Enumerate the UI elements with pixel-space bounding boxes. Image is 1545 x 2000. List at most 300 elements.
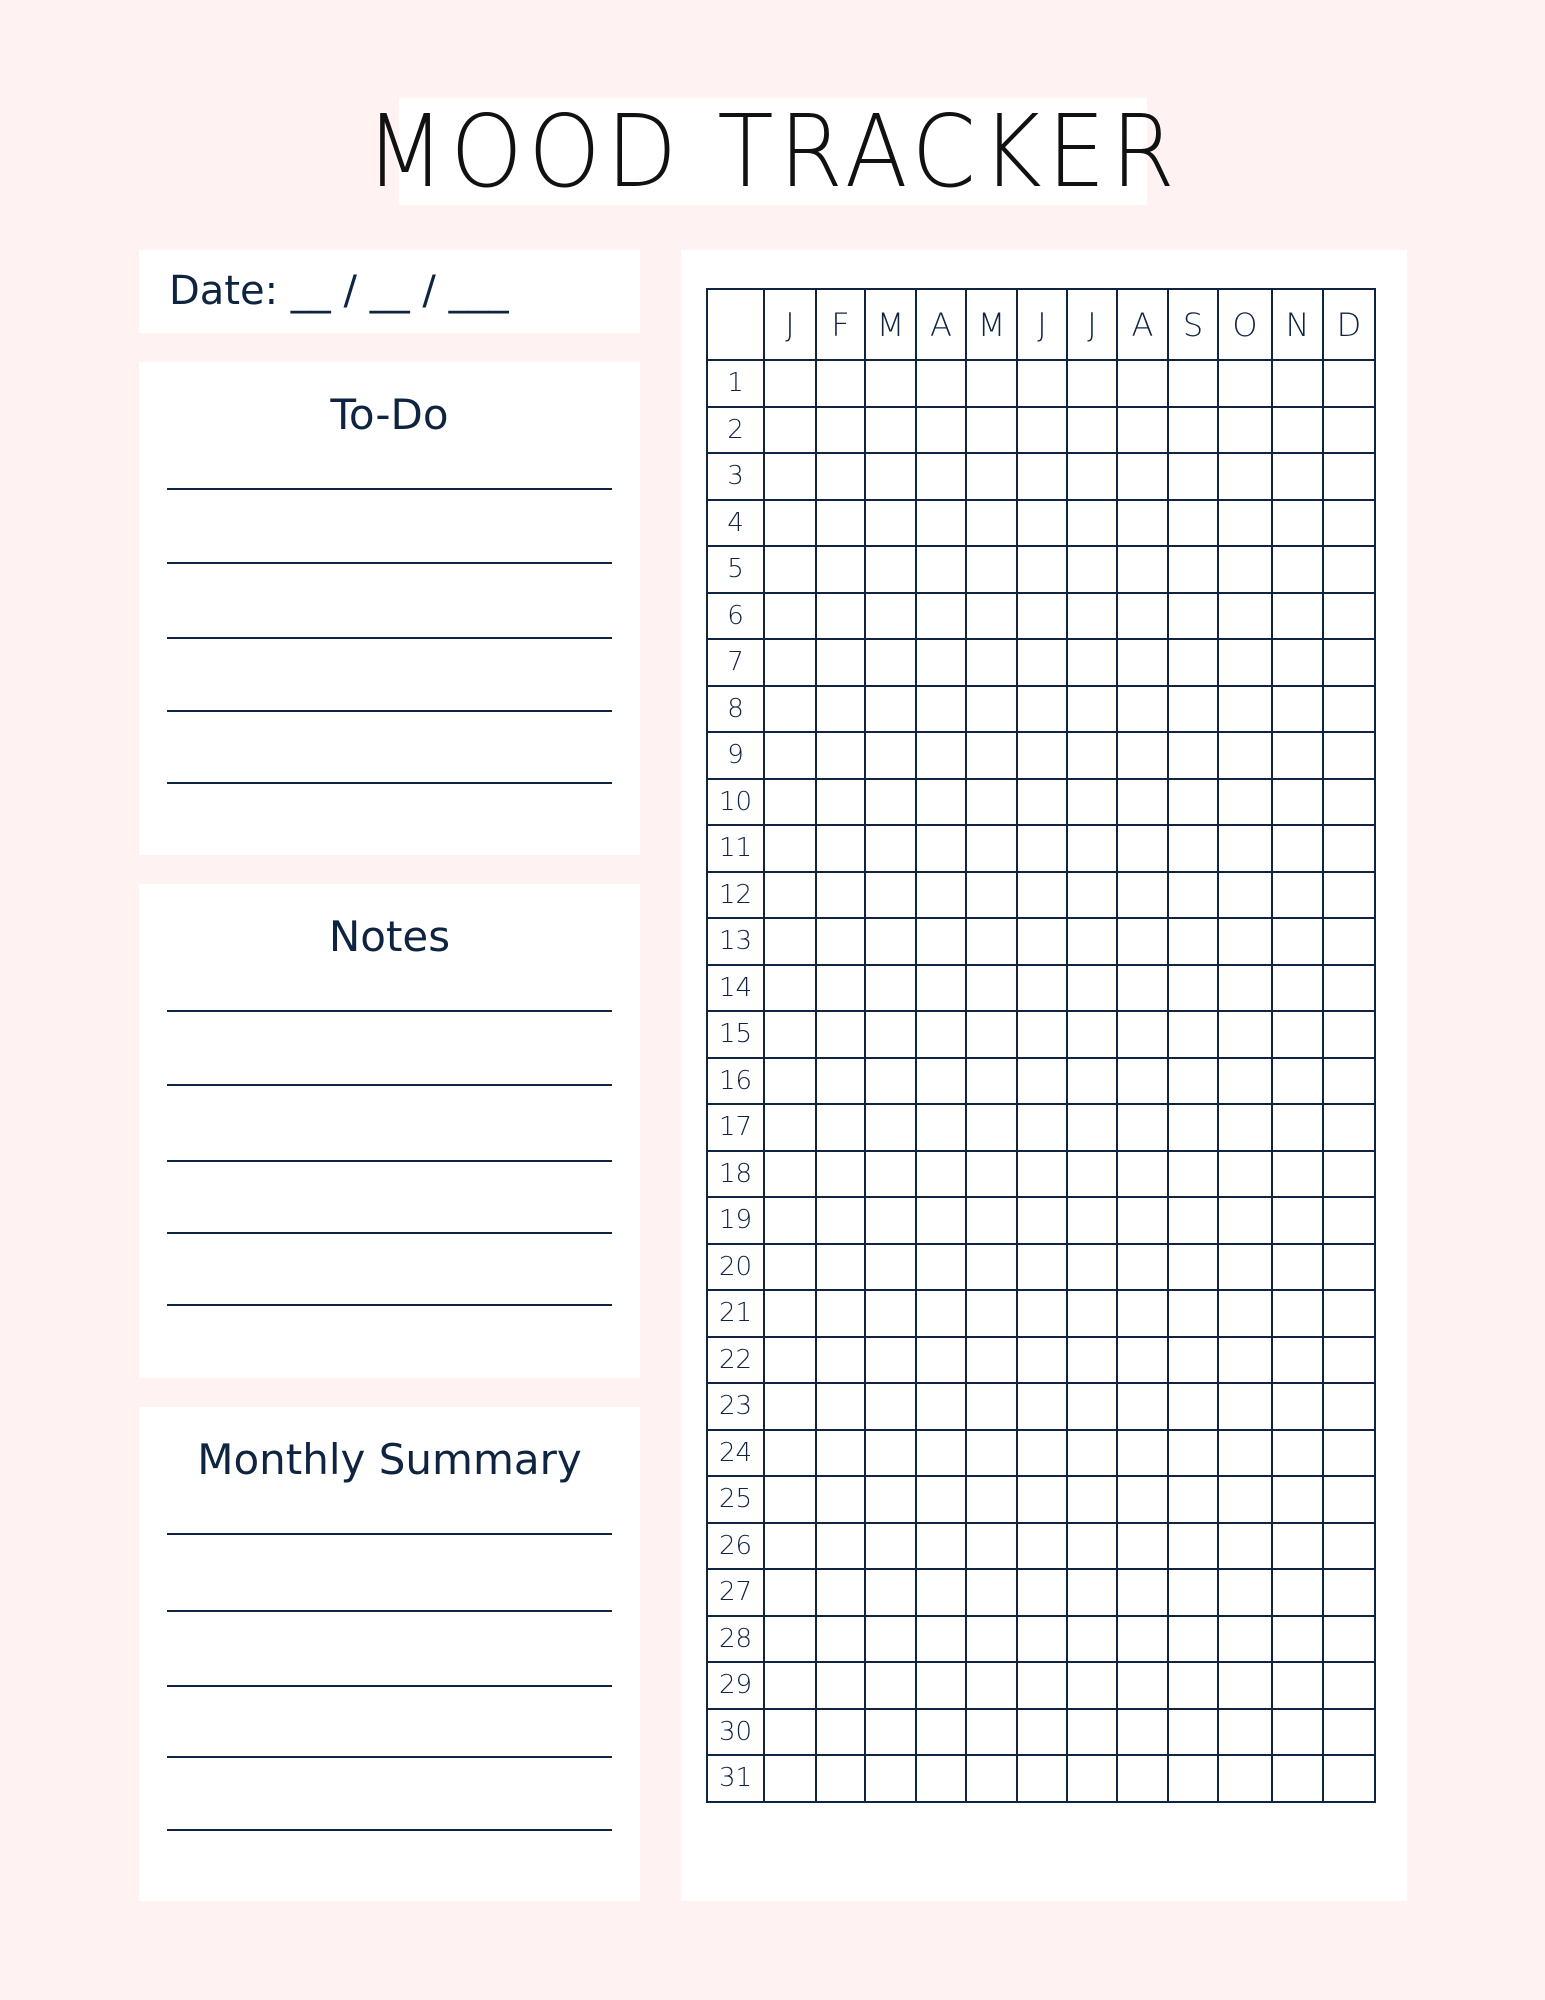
mood-cell[interactable] [764,825,816,872]
mood-cell[interactable] [916,453,966,500]
mood-cell[interactable] [1117,407,1168,454]
mood-cell[interactable] [764,965,816,1012]
mood-cell[interactable] [1168,1755,1218,1802]
mood-cell[interactable] [966,872,1017,919]
mood-cell[interactable] [916,1104,966,1151]
mood-cell[interactable] [1218,1011,1272,1058]
mood-cell[interactable] [1067,1058,1117,1105]
mood-cell[interactable] [1323,1755,1375,1802]
mood-cell[interactable] [916,1011,966,1058]
mood-cell[interactable] [1017,918,1067,965]
mood-cell[interactable] [865,1383,916,1430]
mood-cell[interactable] [916,639,966,686]
mood-cell[interactable] [1017,1244,1067,1291]
mood-cell[interactable] [966,1244,1017,1291]
mood-cell[interactable] [1218,825,1272,872]
mood-cell[interactable] [1272,965,1323,1012]
mood-cell[interactable] [916,546,966,593]
mood-cell[interactable] [1323,407,1375,454]
mood-cell[interactable] [1067,407,1117,454]
mood-cell[interactable] [1117,360,1168,407]
mood-cell[interactable] [865,1337,916,1384]
mood-cell[interactable] [816,1058,865,1105]
mood-cell[interactable] [1272,1755,1323,1802]
mood-cell[interactable] [1168,1430,1218,1477]
mood-cell[interactable] [966,1755,1017,1802]
mood-cell[interactable] [1117,965,1168,1012]
mood-cell[interactable] [764,732,816,779]
mood-cell[interactable] [916,1523,966,1570]
todo-line[interactable] [167,562,612,564]
mood-cell[interactable] [865,1058,916,1105]
mood-cell[interactable] [1323,1662,1375,1709]
mood-cell[interactable] [764,500,816,547]
mood-cell[interactable] [1272,1197,1323,1244]
mood-cell[interactable] [865,1104,916,1151]
mood-cell[interactable] [1272,1662,1323,1709]
mood-cell[interactable] [1067,1430,1117,1477]
mood-cell[interactable] [1218,407,1272,454]
mood-cell[interactable] [1117,1476,1168,1523]
mood-cell[interactable] [1067,1290,1117,1337]
mood-cell[interactable] [1323,1337,1375,1384]
mood-cell[interactable] [1323,1151,1375,1198]
mood-cell[interactable] [1218,779,1272,826]
mood-cell[interactable] [1117,639,1168,686]
mood-cell[interactable] [916,779,966,826]
mood-cell[interactable] [1323,1290,1375,1337]
mood-cell[interactable] [1218,360,1272,407]
mood-cell[interactable] [865,779,916,826]
mood-cell[interactable] [1168,732,1218,779]
mood-cell[interactable] [916,360,966,407]
mood-cell[interactable] [1117,1011,1168,1058]
mood-cell[interactable] [865,360,916,407]
mood-cell[interactable] [1218,1523,1272,1570]
mood-cell[interactable] [764,1011,816,1058]
mood-cell[interactable] [816,1197,865,1244]
mood-cell[interactable] [1218,1662,1272,1709]
mood-cell[interactable] [1117,918,1168,965]
mood-cell[interactable] [1067,453,1117,500]
mood-cell[interactable] [865,1569,916,1616]
mood-cell[interactable] [865,825,916,872]
mood-cell[interactable] [1168,1476,1218,1523]
mood-cell[interactable] [1017,1197,1067,1244]
mood-cell[interactable] [764,360,816,407]
mood-cell[interactable] [966,1011,1017,1058]
mood-cell[interactable] [764,1430,816,1477]
mood-cell[interactable] [865,407,916,454]
mood-cell[interactable] [1117,1569,1168,1616]
mood-cell[interactable] [1218,1337,1272,1384]
mood-cell[interactable] [966,1337,1017,1384]
mood-cell[interactable] [966,686,1017,733]
mood-cell[interactable] [1017,965,1067,1012]
mood-cell[interactable] [1067,1011,1117,1058]
mood-cell[interactable] [764,779,816,826]
mood-cell[interactable] [1117,779,1168,826]
mood-cell[interactable] [1117,1616,1168,1663]
mood-cell[interactable] [816,1662,865,1709]
mood-cell[interactable] [916,1058,966,1105]
mood-cell[interactable] [1017,593,1067,640]
mood-cell[interactable] [1067,732,1117,779]
notes-line[interactable] [167,1160,612,1162]
mood-cell[interactable] [1067,1569,1117,1616]
mood-cell[interactable] [1168,1011,1218,1058]
mood-cell[interactable] [816,732,865,779]
mood-cell[interactable] [1168,1244,1218,1291]
mood-cell[interactable] [916,825,966,872]
mood-cell[interactable] [1017,825,1067,872]
mood-cell[interactable] [816,1011,865,1058]
mood-cell[interactable] [1017,1523,1067,1570]
mood-cell[interactable] [1323,360,1375,407]
mood-cell[interactable] [1168,1709,1218,1756]
mood-cell[interactable] [1272,1476,1323,1523]
mood-cell[interactable] [865,546,916,593]
mood-cell[interactable] [916,1197,966,1244]
mood-cell[interactable] [1067,1244,1117,1291]
mood-cell[interactable] [1168,872,1218,919]
mood-cell[interactable] [966,1523,1017,1570]
mood-cell[interactable] [1168,1616,1218,1663]
mood-cell[interactable] [1272,1104,1323,1151]
mood-cell[interactable] [1117,1058,1168,1105]
mood-cell[interactable] [1168,1662,1218,1709]
mood-cell[interactable] [1067,1709,1117,1756]
mood-cell[interactable] [1168,453,1218,500]
mood-cell[interactable] [865,732,916,779]
mood-cell[interactable] [1117,1430,1168,1477]
mood-cell[interactable] [1017,1011,1067,1058]
mood-cell[interactable] [1323,1244,1375,1291]
mood-cell[interactable] [916,1383,966,1430]
mood-cell[interactable] [764,1662,816,1709]
mood-cell[interactable] [1017,1662,1067,1709]
mood-cell[interactable] [764,639,816,686]
mood-cell[interactable] [1272,1290,1323,1337]
mood-cell[interactable] [1218,1104,1272,1151]
mood-cell[interactable] [1218,1616,1272,1663]
mood-cell[interactable] [816,593,865,640]
mood-cell[interactable] [916,1569,966,1616]
mood-cell[interactable] [1117,1709,1168,1756]
mood-cell[interactable] [816,453,865,500]
mood-cell[interactable] [1017,360,1067,407]
mood-cell[interactable] [1218,593,1272,640]
mood-cell[interactable] [966,1058,1017,1105]
mood-cell[interactable] [1168,1058,1218,1105]
mood-cell[interactable] [816,1104,865,1151]
mood-cell[interactable] [865,686,916,733]
mood-cell[interactable] [1323,593,1375,640]
mood-cell[interactable] [1117,1151,1168,1198]
mood-cell[interactable] [764,1104,816,1151]
mood-cell[interactable] [865,1197,916,1244]
mood-cell[interactable] [1017,639,1067,686]
mood-cell[interactable] [966,453,1017,500]
mood-cell[interactable] [1067,639,1117,686]
mood-cell[interactable] [1117,453,1168,500]
mood-cell[interactable] [1067,1755,1117,1802]
mood-cell[interactable] [865,1011,916,1058]
mood-cell[interactable] [1323,779,1375,826]
mood-cell[interactable] [1017,1476,1067,1523]
mood-cell[interactable] [1067,779,1117,826]
mood-cell[interactable] [1067,1662,1117,1709]
mood-cell[interactable] [916,1430,966,1477]
mood-cell[interactable] [1017,1104,1067,1151]
mood-cell[interactable] [1168,407,1218,454]
mood-cell[interactable] [916,593,966,640]
mood-cell[interactable] [916,1709,966,1756]
mood-cell[interactable] [1218,1383,1272,1430]
mood-cell[interactable] [1272,453,1323,500]
mood-cell[interactable] [865,593,916,640]
mood-cell[interactable] [816,1430,865,1477]
mood-cell[interactable] [1067,965,1117,1012]
mood-cell[interactable] [764,918,816,965]
mood-cell[interactable] [865,1430,916,1477]
mood-cell[interactable] [865,1244,916,1291]
mood-cell[interactable] [1017,1058,1067,1105]
mood-cell[interactable] [1117,593,1168,640]
mood-cell[interactable] [764,686,816,733]
mood-cell[interactable] [1168,639,1218,686]
mood-cell[interactable] [966,1569,1017,1616]
mood-cell[interactable] [1272,1058,1323,1105]
mood-cell[interactable] [1323,546,1375,593]
mood-cell[interactable] [1323,965,1375,1012]
mood-cell[interactable] [764,1151,816,1198]
mood-cell[interactable] [1218,1058,1272,1105]
mood-cell[interactable] [916,1244,966,1291]
todo-line[interactable] [167,488,612,490]
notes-line[interactable] [167,1084,612,1086]
mood-cell[interactable] [916,732,966,779]
mood-cell[interactable] [1017,686,1067,733]
mood-cell[interactable] [1218,1476,1272,1523]
mood-cell[interactable] [1218,1569,1272,1616]
mood-cell[interactable] [966,360,1017,407]
mood-cell[interactable] [966,1616,1017,1663]
mood-cell[interactable] [1272,686,1323,733]
mood-cell[interactable] [916,1290,966,1337]
mood-cell[interactable] [816,1151,865,1198]
todo-line[interactable] [167,710,612,712]
mood-cell[interactable] [1323,639,1375,686]
mood-cell[interactable] [1168,1151,1218,1198]
mood-cell[interactable] [1218,965,1272,1012]
mood-cell[interactable] [916,500,966,547]
mood-cell[interactable] [1272,1523,1323,1570]
mood-cell[interactable] [816,1383,865,1430]
date-field[interactable]: Date: __ / __ / ___ [169,268,509,314]
mood-cell[interactable] [1272,593,1323,640]
mood-cell[interactable] [816,407,865,454]
mood-cell[interactable] [1272,407,1323,454]
notes-line[interactable] [167,1232,612,1234]
mood-cell[interactable] [1168,1337,1218,1384]
mood-cell[interactable] [816,965,865,1012]
todo-line[interactable] [167,782,612,784]
mood-cell[interactable] [865,639,916,686]
mood-cell[interactable] [1323,1523,1375,1570]
mood-cell[interactable] [916,686,966,733]
mood-cell[interactable] [1272,1244,1323,1291]
mood-cell[interactable] [1272,546,1323,593]
mood-cell[interactable] [1168,1104,1218,1151]
mood-cell[interactable] [764,1523,816,1570]
mood-cell[interactable] [966,639,1017,686]
mood-cell[interactable] [966,1151,1017,1198]
mood-cell[interactable] [865,1151,916,1198]
todo-line[interactable] [167,637,612,639]
summary-line[interactable] [167,1685,612,1687]
mood-cell[interactable] [1067,360,1117,407]
mood-cell[interactable] [865,453,916,500]
mood-cell[interactable] [1117,1523,1168,1570]
mood-cell[interactable] [764,1476,816,1523]
mood-cell[interactable] [764,1058,816,1105]
mood-cell[interactable] [1168,360,1218,407]
mood-cell[interactable] [1017,1709,1067,1756]
summary-line[interactable] [167,1756,612,1758]
mood-cell[interactable] [1067,1151,1117,1198]
mood-cell[interactable] [1218,872,1272,919]
mood-cell[interactable] [816,1616,865,1663]
mood-cell[interactable] [1168,1569,1218,1616]
mood-cell[interactable] [966,593,1017,640]
mood-cell[interactable] [1117,1662,1168,1709]
mood-cell[interactable] [1017,1290,1067,1337]
notes-line[interactable] [167,1304,612,1306]
mood-cell[interactable] [1117,825,1168,872]
mood-cell[interactable] [865,1523,916,1570]
mood-cell[interactable] [764,1383,816,1430]
mood-cell[interactable] [1168,965,1218,1012]
mood-cell[interactable] [1168,918,1218,965]
mood-cell[interactable] [1272,360,1323,407]
mood-cell[interactable] [1168,1383,1218,1430]
mood-cell[interactable] [764,1569,816,1616]
mood-cell[interactable] [816,1244,865,1291]
mood-cell[interactable] [1272,1709,1323,1756]
mood-cell[interactable] [1272,779,1323,826]
mood-cell[interactable] [966,732,1017,779]
mood-cell[interactable] [816,779,865,826]
mood-cell[interactable] [865,872,916,919]
mood-cell[interactable] [865,500,916,547]
mood-cell[interactable] [1323,1011,1375,1058]
mood-cell[interactable] [816,872,865,919]
mood-cell[interactable] [865,1709,916,1756]
mood-cell[interactable] [1017,1616,1067,1663]
mood-cell[interactable] [1067,1476,1117,1523]
mood-cell[interactable] [1323,1058,1375,1105]
mood-cell[interactable] [865,1662,916,1709]
mood-cell[interactable] [1017,1569,1067,1616]
mood-cell[interactable] [916,407,966,454]
mood-cell[interactable] [1017,732,1067,779]
mood-cell[interactable] [816,360,865,407]
mood-cell[interactable] [816,1476,865,1523]
mood-cell[interactable] [1067,1523,1117,1570]
mood-cell[interactable] [816,1337,865,1384]
mood-cell[interactable] [816,825,865,872]
mood-cell[interactable] [1017,1337,1067,1384]
mood-cell[interactable] [1017,546,1067,593]
mood-cell[interactable] [1323,453,1375,500]
mood-cell[interactable] [1168,500,1218,547]
mood-cell[interactable] [1323,1476,1375,1523]
mood-cell[interactable] [1168,1523,1218,1570]
mood-cell[interactable] [966,918,1017,965]
mood-cell[interactable] [1017,500,1067,547]
mood-cell[interactable] [816,1709,865,1756]
mood-cell[interactable] [1218,453,1272,500]
mood-cell[interactable] [1218,1151,1272,1198]
mood-cell[interactable] [1272,639,1323,686]
mood-cell[interactable] [1272,1383,1323,1430]
mood-cell[interactable] [764,1616,816,1663]
mood-cell[interactable] [916,872,966,919]
mood-cell[interactable] [1272,500,1323,547]
mood-cell[interactable] [966,965,1017,1012]
mood-cell[interactable] [816,686,865,733]
mood-cell[interactable] [1218,639,1272,686]
mood-cell[interactable] [1117,1755,1168,1802]
mood-cell[interactable] [764,1244,816,1291]
mood-cell[interactable] [1117,500,1168,547]
mood-cell[interactable] [1218,918,1272,965]
mood-cell[interactable] [916,1755,966,1802]
summary-line[interactable] [167,1829,612,1831]
mood-cell[interactable] [1067,872,1117,919]
mood-cell[interactable] [1218,1244,1272,1291]
mood-cell[interactable] [966,1290,1017,1337]
mood-cell[interactable] [1272,1616,1323,1663]
mood-cell[interactable] [966,500,1017,547]
mood-cell[interactable] [966,825,1017,872]
mood-cell[interactable] [1168,825,1218,872]
mood-cell[interactable] [1272,918,1323,965]
mood-cell[interactable] [1323,732,1375,779]
mood-cell[interactable] [816,1290,865,1337]
mood-cell[interactable] [1067,1383,1117,1430]
mood-cell[interactable] [1323,918,1375,965]
mood-cell[interactable] [916,1616,966,1663]
mood-cell[interactable] [764,546,816,593]
mood-cell[interactable] [1017,407,1067,454]
mood-cell[interactable] [1272,732,1323,779]
summary-line[interactable] [167,1533,612,1535]
mood-cell[interactable] [865,918,916,965]
mood-cell[interactable] [1117,546,1168,593]
notes-line[interactable] [167,1010,612,1012]
mood-cell[interactable] [1168,593,1218,640]
mood-cell[interactable] [1117,1244,1168,1291]
mood-cell[interactable] [1323,872,1375,919]
mood-cell[interactable] [966,546,1017,593]
mood-cell[interactable] [1218,1430,1272,1477]
mood-cell[interactable] [1017,1383,1067,1430]
mood-cell[interactable] [1067,500,1117,547]
mood-cell[interactable] [966,1662,1017,1709]
mood-cell[interactable] [916,1662,966,1709]
